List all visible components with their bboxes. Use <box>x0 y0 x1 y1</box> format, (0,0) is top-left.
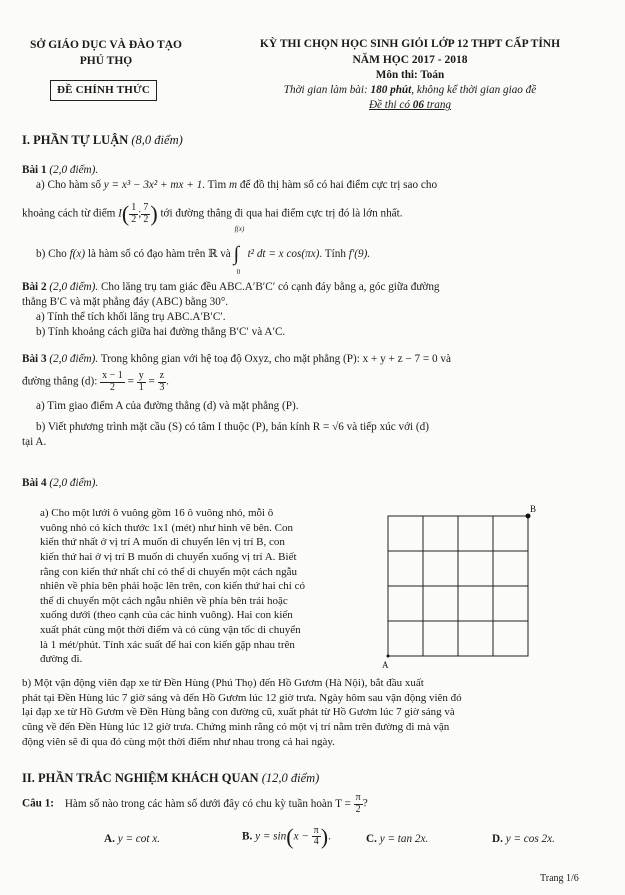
text-line: lại đạp xe từ Hồ Gươm về Đền Hùng bằng con đường cũ, xuất phát từ Hồ Gươm lúc 7 giờ sáng và <box>22 706 455 719</box>
label-B: B <box>530 504 537 514</box>
text-line: xuất phát cùng một thời điểm và có cùng vận tốc di chuyển <box>40 624 301 636</box>
time-line: Thời gian làm bài: 180 phút, không kể thời gian giao đề <box>283 84 537 97</box>
option-b[interactable]: B. y = sin(x − $\frac{\pi}{4}$ ). <box>242 824 331 849</box>
ant-grid-figure <box>378 500 548 670</box>
problem-3: Bài 3 (2,0 điểm). Trong không gian với hệ toạ độ Oxyz, cho mặt phẳng (P): x + y + z − 7 = 0 và đường thẳng (d): $\frac{x - 1}{2}$ = $\frac{y}{1}$ = $\frac{z}{3}$ . a) Tìm giao điểm A của đường thẳng (d) và mặt phẳng (P). b) Viết phương trình mặt cầu (S) có tâm I thuộc (P), bán kính R = √6 và tiếp xúc với (d) tại A. <box>22 352 612 450</box>
text-line: phát tại Đền Hùng lúc 7 giờ sáng và đến Hồ Gươm lúc 12 giờ trưa. Ngày hôm sau vận động viên đó <box>22 691 462 704</box>
text-line: kiến thứ nhất ở vị trí A muốn di chuyển lên vị trí B, con <box>40 536 285 549</box>
problem-2: Bài 2 (2,0 điểm). Cho lăng trụ tam giác đều ABC.A′B′C′ có cạnh đáy bằng a, góc giữa đường thẳng B′C và mặt phẳng đáy (ABC) bằng 30°. a) Tính thể tích khối lăng trụ ABC.A′B′C′. b) Tính khoảng cách giữa hai đường thẳng B′C′ và A′C. <box>22 280 612 340</box>
official-stamp: ĐỀ CHÍNH THỨC <box>50 80 157 101</box>
problem-1a-cont: khoảng cách từ điểm I( $\frac{1}{2}$ ; $\frac{7}{2}$ ) tới đường thẳng đi qua hai điểm cực trị đó là lớn nhất. <box>22 201 403 227</box>
department-name <box>22 38 190 69</box>
text-line: vuông nhỏ có kích thước 1x1 (mét) như hình vẽ bên. Con <box>40 521 293 534</box>
problem-2a: a) Tính thể tích khối lăng trụ ABC.A′B′C′. <box>36 311 226 324</box>
department-line1: SỞ GIÁO DỤC VÀ ĐÀO TẠO <box>30 39 182 51</box>
problem-4a <box>40 506 378 667</box>
text-line: rằng con kiến thứ nhất chỉ có thể di chuyển một cách ngẫu <box>40 565 298 578</box>
line-d-equation: đường thẳng (d): $\frac{x - 1}{2}$ = $\frac{y}{1}$ = $\frac{z}{3}$ . <box>22 370 169 393</box>
text-line: thể di chuyển một cách ngẫu nhiên về phía bên trái hoặc <box>40 594 288 607</box>
point-B-marker <box>526 514 531 519</box>
point-A-marker <box>387 655 390 658</box>
option-c[interactable]: C. y = tan 2x. <box>366 833 429 845</box>
school-year: NĂM HỌC 2017 - 2018 <box>352 53 468 66</box>
pages-line: Đề thi có 06 trang <box>368 99 452 112</box>
text-line: nhiên về phía bên phải hoặc lên trên, con kiến thứ hai chỉ có <box>40 580 305 593</box>
text-line: là 1 mét/phút. Tính xác suất để hai con kiến gặp nhau trên <box>40 638 295 651</box>
exam-header <box>210 37 610 113</box>
page-number: Trang 1/6 <box>540 873 579 884</box>
text-line: cũng về đến Đền Hùng lúc 12 giờ trưa. Chứng minh rằng có một vị trí nằm trên đường đi mà vận <box>22 721 450 734</box>
problem-3b: b) Viết phương trình mặt cầu (S) có tâm I thuộc (P), bán kính R = √6 và tiếp xúc với (d) <box>36 421 429 434</box>
section1-title: I. PHẦN TỰ LUẬN (8,0 điểm) <box>22 133 183 147</box>
exam-title: KỲ THI CHỌN HỌC SINH GIỎI LỚP 12 THPT CẤP TỈNH <box>259 38 561 50</box>
problem-3a: a) Tìm giao điểm A của đường thẳng (d) và mặt phẳng (P). <box>36 400 299 413</box>
problem-1a: a) Cho hàm số y = x³ − 3x² + mx + 1. Tìm m để đồ thị hàm số có hai điểm cực trị sao cho <box>36 179 438 192</box>
problem-1b: b) Cho f(x) là hàm số có đạo hàm trên ℝ và f(x) ∫ 0 t² dt = x cos(πx). Tính f′(9). <box>36 224 371 277</box>
integral-sign: f(x) ∫ 0 <box>233 224 245 277</box>
problem-2b: b) Tính khoảng cách giữa hai đường thẳng B′C′ và A′C. <box>36 326 286 339</box>
problem-1: Bài 1 (2,0 điểm). a) Cho hàm số y = x³ − 3x² + mx + 1. Tìm m để đồ thị hàm số có hai điểm cực trị sao cho khoảng cách từ điểm I( $\frac{1}{2}$ ; $\frac{7}{2}$ ) tới đường thẳng đi qua hai điểm cực trị đó là lớn nhất. b) Cho f(x) là hàm số có đạo hàm trên ℝ và f(x) ∫ 0 t² dt = x cos(πx). Tính f′(9). <box>22 163 612 268</box>
question-1: Câu 1: Hàm số nào trong các hàm số dưới đây có chu kỳ tuần hoàn T = $\frac{\pi}{2}$ ? <box>22 792 368 815</box>
option-a[interactable]: A. y = cot x. <box>104 833 161 845</box>
text-line: động viên sẽ đi qua đó cùng một thời điểm như nhau trong cả hai ngày. <box>22 735 335 748</box>
label-A: A <box>382 660 389 670</box>
text-line: xuống dưới (theo cạnh của các hình vuông). Hai con kiến <box>40 609 293 622</box>
subject: Môn thi: Toán <box>375 69 445 82</box>
text-line: b) Một vận động viên đạp xe từ Đền Hùng (Phú Thọ) đến Hồ Gươm (Hà Nội), bắt đầu xuất <box>22 677 424 689</box>
section2-title: II. PHẦN TRẮC NGHIỆM KHÁCH QUAN (12,0 điểm) <box>22 771 320 785</box>
text-line: đường đi. <box>40 653 83 666</box>
problem-4-heading: Bài 4 (2,0 điểm). <box>22 477 99 489</box>
text-line: kiến thứ hai ở vị trí B muốn di chuyển xuống vị trí A. Biết <box>40 550 297 563</box>
department-line2: PHÚ THỌ <box>79 54 133 67</box>
text-line: a) Cho một lưới ô vuông gồm 16 ô vuông nhỏ, mỗi ô <box>40 507 274 519</box>
problem-4b <box>22 676 612 750</box>
option-d[interactable]: D. y = cos 2x. <box>492 833 555 845</box>
